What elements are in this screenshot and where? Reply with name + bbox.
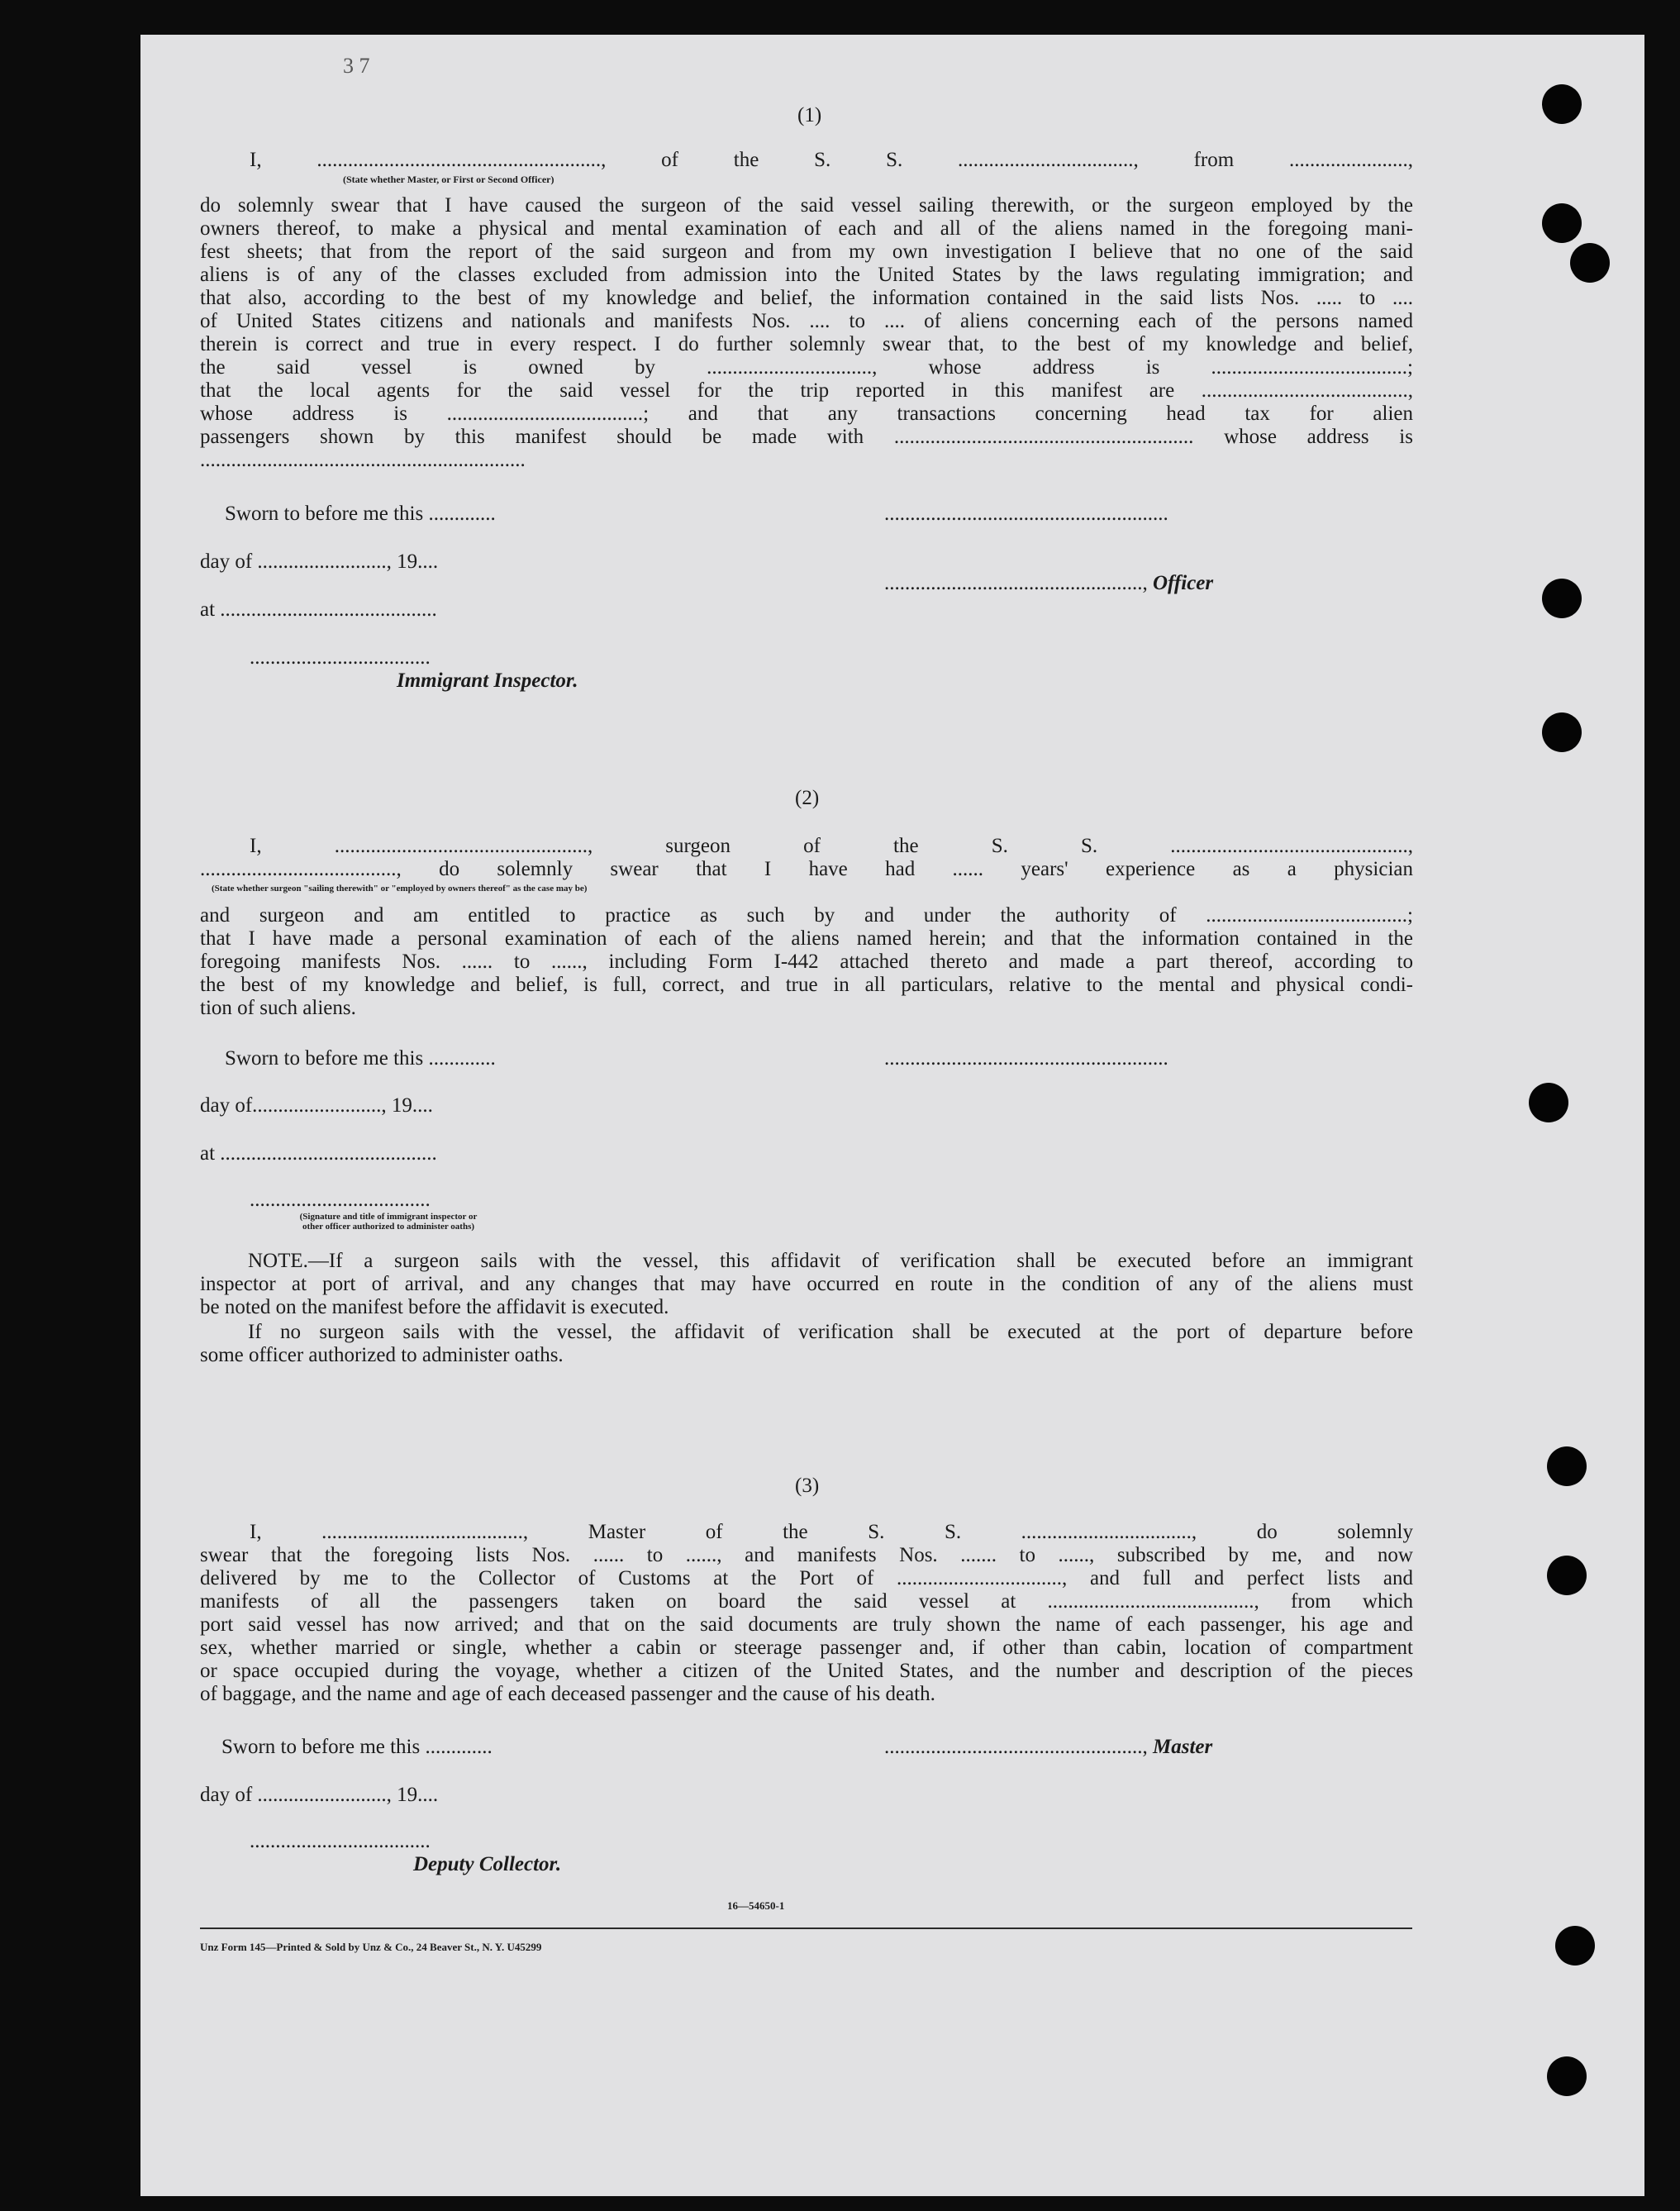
s2-line: and surgeon and am entitled to practice as such by and under the authority of .......................................; (200, 904, 1413, 927)
officer-label: Officer (1153, 572, 1214, 594)
s1-line: that the local agents for the said vessel for the trip reported in this manifest are ........................................, (200, 379, 1413, 402)
s1-at-line: at .......................................... (200, 598, 437, 621)
section-1-first-line: I, ......................................................., of the S. S. .................................., from ......................., (250, 149, 1413, 171)
s2-signature-dots: ................................... (250, 1189, 431, 1211)
master-label: Master (1153, 1736, 1213, 1758)
s1-line: do solemnly swear that I have caused the surgeon of the said vessel sailing therewith, or the surgeon employed by the (200, 194, 1413, 217)
section-2-second-line: ......................................, do solemnly swear that I have had ...... years' experience as a physician (200, 858, 1413, 880)
s3-master-line (884, 1736, 1212, 1760)
s2-right-signature-dots: ....................................................... (884, 1047, 1168, 1070)
s3-signature-dots: ................................... (250, 1830, 431, 1852)
s2-line: that I have made a personal examination of each of the aliens named herein; and that the information contained in the (200, 927, 1413, 950)
s2-day-line: day of........................., 19.... (200, 1094, 433, 1117)
s3-line: swear that the foregoing lists Nos. ...... to ......, and manifests Nos. ....... to ......, subscribed by me, and now (200, 1544, 1413, 1566)
section-2-first-line: I, ................................................., surgeon of the S. S. .............................................., (250, 835, 1413, 857)
note-line: be noted on the manifest before the affidavit is executed. (200, 1296, 669, 1318)
s3-line: sex, whether married or single, whether a cabin or steerage passenger and, if other than cabin, location of compartment (200, 1637, 1413, 1659)
page-number-mark: 3 7 (343, 54, 370, 78)
punch-hole (1542, 712, 1582, 752)
s2-sworn-line: Sworn to before me this ............. (225, 1047, 496, 1070)
punch-hole (1542, 84, 1582, 124)
officer-dots: .................................................., (884, 572, 1153, 594)
s3-line: manifests of all the passengers taken on board the said vessel at ........................................, from which (200, 1590, 1413, 1613)
s3-line: of baggage, and the name and age of each deceased passenger and the cause of his death. (200, 1683, 935, 1705)
s1-line: whose address is ......................................; and that any transactions concerning head tax for alien (200, 403, 1413, 425)
note-line: some officer authorized to administer oaths. (200, 1344, 564, 1366)
s2-line: the best of my knowledge and belief, is full, correct, and true in all particulars, relative to the mental and physical condi- (200, 974, 1413, 996)
punch-hole (1555, 1926, 1595, 1966)
s2-at-line: at .......................................... (200, 1142, 437, 1165)
punch-hole (1547, 1446, 1587, 1486)
s1-line: passengers shown by this manifest should be made with .......................................................... whose address is (200, 426, 1413, 448)
s1-day-line: day of ........................., 19.... (200, 550, 439, 573)
immigrant-inspector-label: Immigrant Inspector. (397, 669, 578, 692)
s1-line: the said vessel is owned by ................................, whose address is ......................................; (200, 356, 1413, 379)
s1-line: owners thereof, to make a physical and mental examination of each and all of the aliens named in the foregoing mani- (200, 217, 1413, 240)
print-code: 16—54650-1 (727, 1899, 785, 1912)
note-line: inspector at port of arrival, and any changes that may have occurred en route in the condition of any of the aliens must (200, 1273, 1413, 1295)
s1-line: that also, according to the best of my knowledge and belief, the information contained in the said lists Nos. ..... to .... (200, 287, 1413, 309)
punch-hole (1547, 2056, 1587, 2096)
s2-signature-caption (264, 1212, 512, 1232)
s3-line: I, ......................................., Master of the S. S. ................................., do solemnly (250, 1521, 1413, 1543)
s1-officer-line (884, 572, 1213, 596)
caption-line: other officer authorized to administer oaths) (302, 1222, 475, 1232)
deputy-collector-label: Deputy Collector. (413, 1853, 562, 1875)
section-2-surgeon-note: (State whether surgeon "sailing therewith" or "employed by owners thereof" as the case may be) (212, 884, 588, 893)
section-1-officer-note: (State whether Master, or First or Second Officer) (343, 174, 554, 185)
punch-hole (1570, 243, 1610, 283)
master-dots: .................................................., (884, 1736, 1153, 1758)
s3-sworn-line: Sworn to before me this ............. (221, 1736, 493, 1758)
s1-right-signature-dots: ....................................................... (884, 503, 1168, 525)
form-page (140, 35, 1644, 2196)
printer-imprint: Unz Form 145—Printed & Sold by Unz & Co., 24 Beaver St., N. Y. U45299 (200, 1941, 542, 1953)
s1-sworn-line: Sworn to before me this ............. (225, 503, 496, 525)
s1-line: fest sheets; that from the report of the said surgeon and from my own investigation I believe that no one of the said (200, 241, 1413, 263)
s3-line: or space occupied during the voyage, whether a citizen of the United States, and the number and description of the pieces (200, 1660, 1413, 1682)
s3-day-line: day of ........................., 19.... (200, 1784, 439, 1806)
section-2-number: (2) (795, 787, 820, 809)
s2-line: foregoing manifests Nos. ...... to ......, including Form I-442 attached thereto and made a part thereof, according to (200, 951, 1413, 973)
punch-hole (1547, 1556, 1587, 1595)
s3-line: port said vessel has now arrived; and that on the said documents are truly shown the name of each passenger, his age and (200, 1613, 1413, 1636)
punch-hole (1542, 203, 1582, 243)
s3-line: delivered by me to the Collector of Customs at the Port of ................................, and full and perfect lists and (200, 1567, 1413, 1589)
note-line: If no surgeon sails with the vessel, the affidavit of verification shall be executed at the port of departure before (248, 1321, 1413, 1343)
punch-hole (1542, 579, 1582, 618)
s1-line: therein is correct and true in every respect. I do further solemnly swear that, to the best of my knowledge and belief, (200, 333, 1413, 355)
caption-line: (Signature and title of immigrant inspector or (299, 1212, 478, 1222)
s1-signature-dots: ................................... (250, 646, 431, 669)
note-line: NOTE.—If a surgeon sails with the vessel, this affidavit of verification shall be executed before an immigrant (248, 1250, 1413, 1272)
s1-line: of United States citizens and nationals and manifests Nos. .... to .... of aliens concerning each of the persons named (200, 310, 1413, 332)
section-3-number: (3) (795, 1475, 820, 1497)
s2-line: tion of such aliens. (200, 997, 356, 1019)
s1-line: aliens is of any of the classes excluded from admission into the United States by the laws regulating immigration; and (200, 264, 1413, 286)
s1-line: ............................................................... (200, 449, 526, 471)
punch-hole (1529, 1083, 1568, 1122)
section-1-number: (1) (797, 104, 822, 126)
footer-rule (200, 1927, 1412, 1929)
